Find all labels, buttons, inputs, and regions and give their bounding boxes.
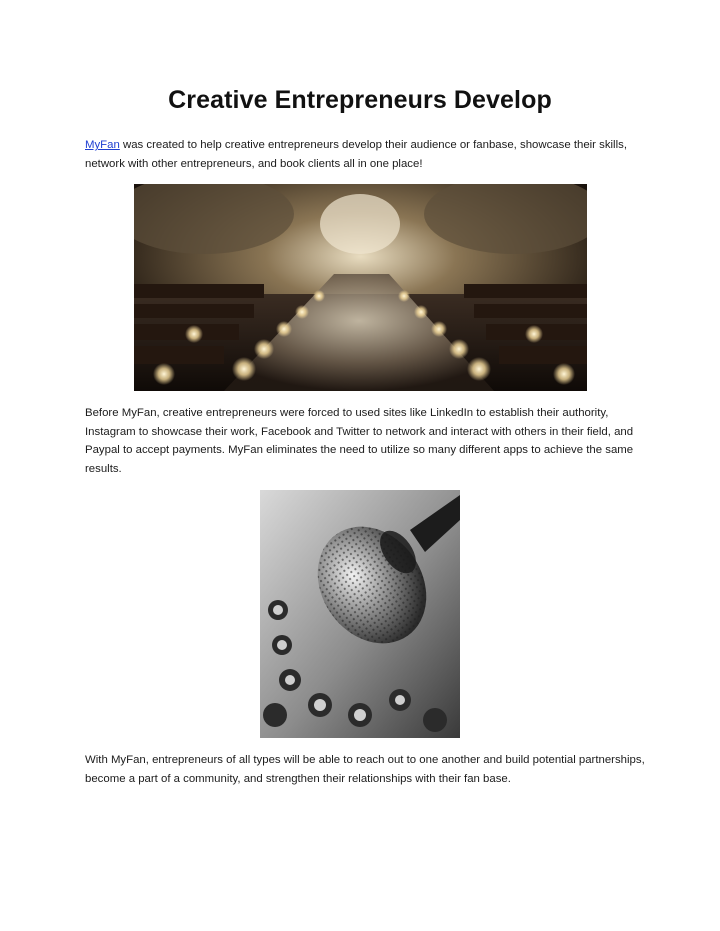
intro-paragraph (85, 136, 645, 173)
microphone-mixer-image (260, 490, 460, 738)
candlelit-venue-image (134, 184, 587, 391)
myfan-link[interactable]: MyFan (85, 139, 120, 151)
body-paragraph-3: With MyFan, entrepreneurs of all types will be able to reach out to one another and build potential partnerships, become a part of a community, and strengthen their relationships with their fan base. (85, 754, 645, 785)
intro-text: was created to help creative entrepreneurs develop their audience or fanbase, showcase their skills, network with other entrepreneurs, and book clients all in one place! (85, 139, 627, 170)
body-paragraph-2: Before MyFan, creative entrepreneurs were forced to used sites like LinkedIn to establish their authority, Instagram to showcase their work, Facebook and Twitter to network and interact with others in their field, and Paypal to accept payments. MyFan eliminates the need to utilize so many different apps to achieve the same results. (85, 407, 634, 475)
page-title: Creative Entrepreneurs Develop (168, 86, 552, 114)
